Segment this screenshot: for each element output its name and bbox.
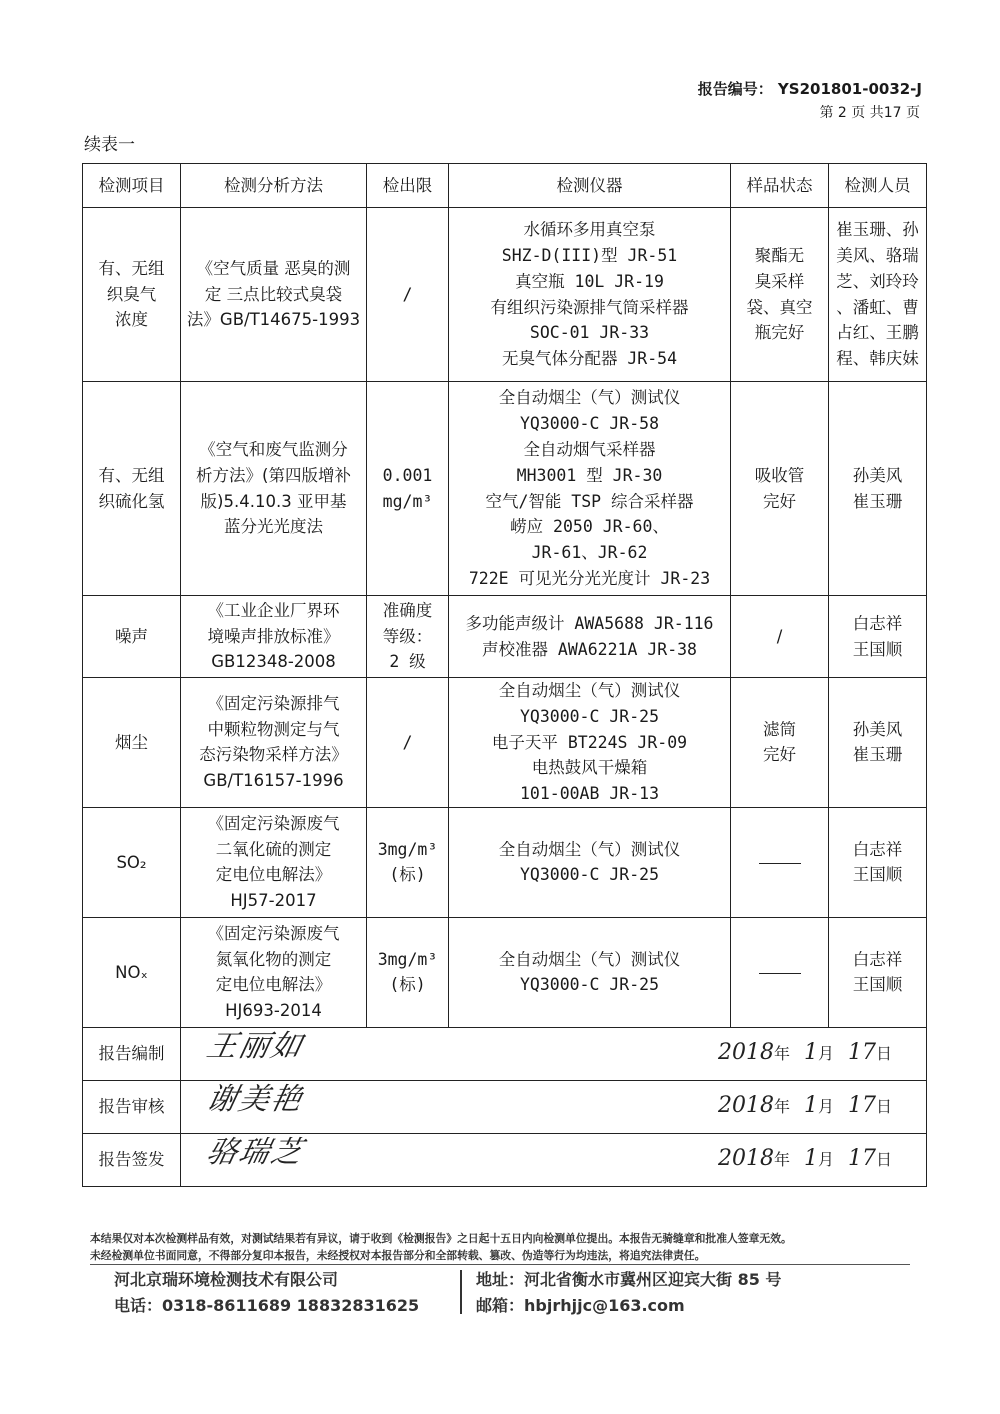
footer-note-1: 本结果仅对本次检测样品有效，对测试结果若有异议，请于收到《检测报告》之日起十五日内向检测单位提出。本报告无骑缝章和批准人签章无效。 bbox=[90, 1232, 792, 1245]
footer-left bbox=[114, 1267, 419, 1319]
cell-line: 美风、骆瑞 bbox=[836, 245, 919, 265]
company-name: 河北京瑞环境检测技术有限公司 bbox=[114, 1270, 339, 1289]
table-row bbox=[83, 208, 927, 382]
cell-line: 织臭气 bbox=[106, 284, 157, 304]
cell-line: 有组织污染源排气筒采样器 bbox=[490, 297, 689, 317]
cell-staff bbox=[829, 596, 927, 678]
cell-instrument bbox=[449, 807, 731, 917]
cell-line: 无臭气体分配器 JR-54 bbox=[501, 349, 678, 369]
cell-line: 3mg/m³ bbox=[377, 949, 438, 969]
header-row bbox=[83, 164, 927, 208]
date-unit: 月 bbox=[817, 1149, 834, 1169]
cell-limit bbox=[367, 678, 449, 808]
table-row bbox=[83, 596, 927, 678]
cell-line: 白志祥 bbox=[852, 613, 903, 633]
footer-right bbox=[476, 1267, 781, 1319]
date-unit: 日 bbox=[875, 1096, 892, 1116]
cell-method bbox=[181, 596, 367, 678]
cell-line: MH3001 型 JR-30 bbox=[516, 465, 663, 485]
cell-status bbox=[731, 807, 829, 917]
cell-line: 101-00AB JR-13 bbox=[519, 784, 660, 804]
cell-line: 噪声 bbox=[115, 626, 148, 646]
cell-line: 完好 bbox=[763, 745, 796, 765]
cell-line: 王国顺 bbox=[852, 865, 903, 885]
cell-limit bbox=[367, 382, 449, 596]
cell-line: 《固定污染源废气 bbox=[207, 923, 340, 943]
cell-line: 王国顺 bbox=[852, 975, 903, 995]
cell-line: 全自动烟尘（气）测试仪 bbox=[498, 839, 681, 859]
cell-limit bbox=[367, 208, 449, 382]
cell-staff bbox=[829, 382, 927, 596]
cell-item bbox=[83, 382, 181, 596]
cell-line: (标) bbox=[389, 975, 426, 995]
footer-disclaimer bbox=[90, 1230, 920, 1264]
cell-line: 水循环多用真空泵 bbox=[523, 220, 656, 240]
cell-line: 蓝分光光度法 bbox=[224, 517, 323, 537]
date-unit: 日 bbox=[875, 1043, 892, 1063]
cell-line: JR-61、JR-62 bbox=[531, 543, 648, 563]
cell-line: 0.001 bbox=[382, 465, 433, 485]
cell-limit bbox=[367, 807, 449, 917]
signature-label: 报告编制 bbox=[83, 1027, 181, 1080]
col-header-method: 检测分析方法 bbox=[181, 164, 367, 208]
table-row bbox=[83, 807, 927, 917]
cell-line: 浓度 bbox=[115, 310, 148, 330]
cell-status bbox=[731, 917, 829, 1027]
signature-cell bbox=[181, 1027, 927, 1080]
cell-line: (标) bbox=[389, 865, 426, 885]
cell-line: 孙美风 bbox=[852, 465, 903, 485]
cell-line: GB/T16157-1996 bbox=[203, 771, 344, 791]
cell-line: 全自动烟尘（气）测试仪 bbox=[498, 388, 681, 408]
cell-staff bbox=[829, 208, 927, 382]
date-value: 2018 bbox=[717, 1039, 774, 1065]
cell-line: SHZ-D(III)型 JR-51 bbox=[501, 245, 678, 265]
cell-line: 崂应 2050 JR-60、 bbox=[510, 517, 669, 537]
cell-line: 3mg/m³ bbox=[377, 839, 438, 859]
cell-line: SOC-01 JR-33 bbox=[529, 323, 650, 343]
cell-instrument bbox=[449, 382, 731, 596]
signature-label: 报告签发 bbox=[83, 1133, 181, 1186]
cell-item bbox=[83, 807, 181, 917]
cell-line: 王国顺 bbox=[852, 639, 903, 659]
cell-method bbox=[181, 208, 367, 382]
cell-line: 《固定污染源废气 bbox=[207, 813, 340, 833]
cell-line: 崔玉珊 bbox=[852, 491, 903, 511]
cell-status bbox=[731, 208, 829, 382]
cell-line: SO₂ bbox=[116, 852, 147, 872]
cell-limit bbox=[367, 596, 449, 678]
cell-line: 电子天平 BT224S JR-09 bbox=[491, 732, 688, 752]
report-number: 报告编号： YS201801-0032-J bbox=[697, 80, 922, 98]
date-value: 1 bbox=[803, 1039, 818, 1065]
signature-date bbox=[718, 1093, 892, 1120]
cell-line: 吸收管 bbox=[754, 465, 805, 485]
cell-line: mg/m³ bbox=[382, 491, 433, 511]
signature-cell bbox=[181, 1133, 927, 1186]
cell-line: GB12348-2008 bbox=[211, 652, 336, 672]
cell-line: 准确度 bbox=[382, 600, 433, 620]
cell-line: HJ57-2017 bbox=[230, 891, 317, 911]
cell-method bbox=[181, 807, 367, 917]
cell-line: 二氧化硫的测定 bbox=[215, 839, 332, 859]
handwritten-signature: 王丽如 bbox=[203, 1028, 307, 1064]
company-email: 邮箱：hbjrhjjc@163.com bbox=[476, 1296, 685, 1315]
status-dash bbox=[735, 850, 824, 876]
date-unit: 年 bbox=[773, 1096, 790, 1116]
date-unit: 月 bbox=[817, 1096, 834, 1116]
cell-line: 臭采样 bbox=[754, 271, 805, 291]
cell-staff bbox=[829, 917, 927, 1027]
cell-item bbox=[83, 208, 181, 382]
cell-line: 全自动烟气采样器 bbox=[523, 439, 656, 459]
signature-date bbox=[718, 1040, 892, 1067]
cell-line: / bbox=[402, 284, 413, 304]
cell-line: 瓶完好 bbox=[754, 323, 805, 343]
cell-method bbox=[181, 382, 367, 596]
date-value: 17 bbox=[847, 1092, 876, 1118]
cell-line: 电热鼓风干燥箱 bbox=[531, 758, 648, 778]
cell-line: 中颗粒物测定与气 bbox=[207, 719, 340, 739]
cell-line: 占红、王鹏 bbox=[836, 323, 919, 343]
cell-line: 多功能声级计 AWA5688 JR-116 bbox=[465, 613, 714, 633]
cell-line: 722E 可见光分光光度计 JR-23 bbox=[468, 568, 711, 588]
cell-line: 声校准器 AWA6221A JR-38 bbox=[481, 639, 697, 659]
signature-row bbox=[83, 1080, 927, 1133]
cell-line: YQ3000-C JR-25 bbox=[519, 706, 660, 726]
cell-line: 程、韩庆妹 bbox=[836, 349, 919, 369]
cell-line: 等级： bbox=[382, 626, 433, 646]
footer-rule bbox=[90, 1264, 910, 1265]
date-value: 1 bbox=[803, 1092, 818, 1118]
cell-line: 定电位电解法》 bbox=[215, 865, 332, 885]
detection-table bbox=[82, 163, 927, 1187]
cell-line: 氮氧化物的测定 bbox=[215, 949, 332, 969]
cell-instrument bbox=[449, 596, 731, 678]
cell-line: 《固定污染源排气 bbox=[207, 693, 340, 713]
cell-method bbox=[181, 917, 367, 1027]
cell-line: 、潘虹、曹 bbox=[836, 297, 919, 317]
page-number: 第 2 页 共17 页 bbox=[819, 105, 920, 121]
cell-line: 完好 bbox=[763, 491, 796, 511]
signature-row bbox=[83, 1027, 927, 1080]
cell-line: 版)5.4.10.3 亚甲基 bbox=[200, 491, 347, 511]
cell-line: 白志祥 bbox=[852, 949, 903, 969]
cell-instrument bbox=[449, 678, 731, 808]
table-row bbox=[83, 678, 927, 808]
cell-line: 全自动烟尘（气）测试仪 bbox=[498, 949, 681, 969]
col-header-staff: 检测人员 bbox=[829, 164, 927, 208]
cell-line: 白志祥 bbox=[852, 839, 903, 859]
handwritten-signature: 谢美艳 bbox=[203, 1081, 307, 1117]
cell-item bbox=[83, 678, 181, 808]
cell-line: YQ3000-C JR-25 bbox=[519, 975, 660, 995]
cell-status bbox=[731, 678, 829, 808]
date-unit: 月 bbox=[817, 1043, 834, 1063]
cell-line: YQ3000-C JR-58 bbox=[519, 414, 660, 434]
cell-line: 崔玉珊 bbox=[852, 745, 903, 765]
col-header-item: 检测项目 bbox=[83, 164, 181, 208]
cell-line: / bbox=[776, 626, 783, 646]
cell-line: 滤筒 bbox=[763, 719, 796, 739]
company-address: 地址：河北省衡水市冀州区迎宾大街 85 号 bbox=[476, 1270, 782, 1289]
cell-line: 定 三点比较式臭袋 bbox=[204, 284, 343, 304]
cell-line: 聚酯无 bbox=[754, 245, 805, 265]
cell-line: 《空气质量 恶臭的测 bbox=[196, 258, 351, 278]
cell-line: 有、无组 bbox=[98, 465, 165, 485]
date-unit: 年 bbox=[773, 1043, 790, 1063]
cell-line: NOₓ bbox=[115, 962, 148, 982]
cell-line: 烟尘 bbox=[115, 732, 148, 752]
cell-status bbox=[731, 596, 829, 678]
signature-date bbox=[718, 1146, 892, 1173]
cell-line: / bbox=[402, 732, 413, 752]
cell-line: 孙美风 bbox=[852, 719, 903, 739]
date-unit: 年 bbox=[773, 1149, 790, 1169]
company-phone: 电话：0318-8611689 18832831625 bbox=[114, 1296, 420, 1315]
cell-status bbox=[731, 382, 829, 596]
signature-row bbox=[83, 1133, 927, 1186]
signature-cell bbox=[181, 1080, 927, 1133]
cell-line: 法》GB/T14675-1993 bbox=[186, 310, 361, 330]
cell-line: HJ693-2014 bbox=[225, 1001, 322, 1021]
cell-line: 有、无组 bbox=[98, 258, 165, 278]
cell-instrument bbox=[449, 208, 731, 382]
cell-line: 崔玉珊、孙 bbox=[836, 220, 919, 240]
dash-mark bbox=[759, 863, 801, 864]
cell-line: 《空气和废气监测分 bbox=[199, 439, 348, 459]
handwritten-signature: 骆瑞芝 bbox=[203, 1134, 307, 1170]
cell-line: 全自动烟尘（气）测试仪 bbox=[498, 681, 681, 700]
col-header-instrument: 检测仪器 bbox=[449, 164, 731, 208]
cell-limit bbox=[367, 917, 449, 1027]
cell-line: 定电位电解法》 bbox=[215, 975, 332, 995]
date-value: 17 bbox=[847, 1039, 876, 1065]
date-value: 17 bbox=[847, 1145, 876, 1171]
cell-line: 态污染物采样方法》 bbox=[199, 745, 348, 765]
footer-divider bbox=[460, 1270, 462, 1314]
cell-instrument bbox=[449, 917, 731, 1027]
cell-item bbox=[83, 596, 181, 678]
cell-item bbox=[83, 917, 181, 1027]
date-value: 1 bbox=[803, 1145, 818, 1171]
cell-staff bbox=[829, 807, 927, 917]
cell-method bbox=[181, 678, 367, 808]
date-value: 2018 bbox=[717, 1145, 774, 1171]
cell-line: YQ3000-C JR-25 bbox=[519, 865, 660, 885]
cell-line: 袋、真空 bbox=[746, 297, 813, 317]
cell-line: 《工业企业厂界环 bbox=[207, 600, 340, 620]
cell-line: 真空瓶 10L JR-19 bbox=[515, 271, 664, 291]
cell-staff bbox=[829, 678, 927, 808]
signature-label: 报告审核 bbox=[83, 1080, 181, 1133]
cell-line: 芝、刘玲玲 bbox=[836, 271, 919, 291]
table-row bbox=[83, 382, 927, 596]
cell-line: 析方法》(第四版增补 bbox=[196, 465, 351, 485]
status-dash bbox=[735, 960, 824, 986]
table-row bbox=[83, 917, 927, 1027]
dash-mark bbox=[759, 973, 801, 974]
cell-line: 境噪声排放标准》 bbox=[207, 626, 340, 646]
col-header-limit: 检出限 bbox=[367, 164, 449, 208]
cell-line: 空气/智能 TSP 综合采样器 bbox=[485, 491, 694, 511]
date-value: 2018 bbox=[717, 1092, 774, 1118]
continued-label: 续表一 bbox=[84, 135, 135, 155]
date-unit: 日 bbox=[875, 1149, 892, 1169]
footer-note-2: 未经检测单位书面同意，不得部分复印本报告，未经授权对本报告部分和全部转载、篡改、伪造等行为均违法，将追究法律责任。 bbox=[90, 1249, 706, 1262]
cell-line: 织硫化氢 bbox=[98, 491, 165, 511]
cell-line: 2 级 bbox=[389, 652, 426, 672]
col-header-status: 样品状态 bbox=[731, 164, 829, 208]
